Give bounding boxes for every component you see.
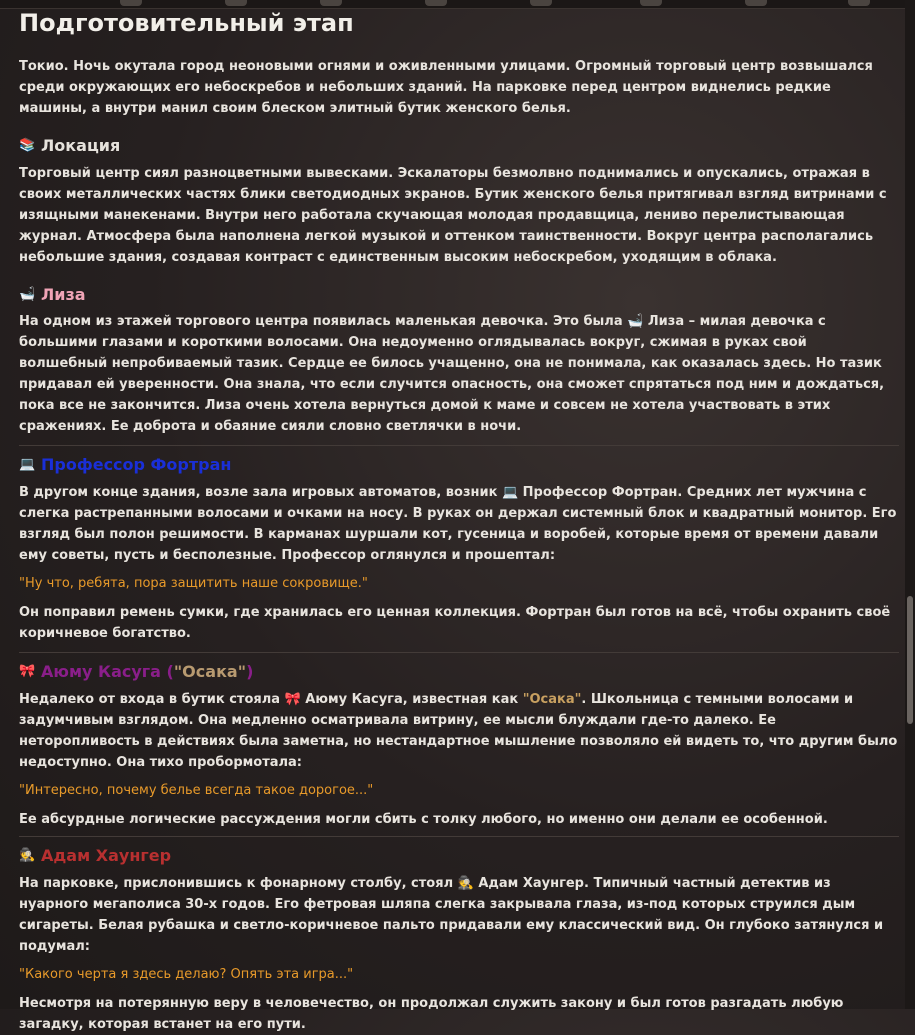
osaka-nick-inline: "Осака" bbox=[522, 692, 582, 707]
osaka-title bbox=[41, 661, 253, 683]
location-paragraph: Торговый центр сиял разноцветными вывесками. Эскалаторы безмолвно поднимались и опускались, отражая в своих металлических частях блики светодиодных экранов. Бутик женского белья притягивал взгляд витринами с изящными манекенами. Внутри него работала скучающая молодая продавщица, лениво перелистывающая журнал. Атмосфера была наполнена легкой музыкой и оттенком таинственности. Вокруг центра располагались небольшие здания, создавая контраст с единственным высоким небоскребом, уходящим в облака. bbox=[19, 166, 887, 265]
fortran-paragraph bbox=[19, 482, 899, 566]
intro-paragraph: Токио. Ночь окутала город неоновыми огнями и оживленными улицами. Огромный торговый центр возвышался среди окружающих его небоскребов и небольших зданий. На парковке перед центром виднелись редкие машины, а внутри манил своим блеском элитный бутик женского белья. bbox=[19, 59, 873, 116]
liza-heading bbox=[19, 284, 899, 306]
osaka-paragraph bbox=[19, 689, 899, 773]
divider bbox=[19, 652, 899, 653]
location-heading bbox=[19, 135, 899, 157]
fortran-heading bbox=[19, 454, 899, 476]
laptop-icon: 💻 bbox=[501, 485, 519, 500]
liza-text-after: Лиза – милая девочка с большими глазами и короткими волосами. Она недоуменно оглядывалась вокруг, сжимая в руках свой волшебный непробиваемый тазик. Сердце ее билось учащенно, она не понимала, как оказалась здесь. Но тазик придавал ей уверенности. Она знала, что если случится опасность, она сможет спрятаться под ним и дождаться, пока все не закончится. Лиза очень хотела вернуться домой к маме и совсем не хотела участвовать в этих сражениях. Ее доброта и обаяние сияли словно светлячки в ночи. bbox=[19, 314, 885, 434]
adam-paragraph bbox=[19, 873, 899, 957]
adam-text-before: На парковке, прислонившись к фонарному столбу, стоял bbox=[19, 876, 458, 891]
ribbon-icon: 🎀 bbox=[284, 692, 301, 707]
fortran-title: Профессор Фортран bbox=[41, 455, 232, 474]
osaka-heading bbox=[19, 661, 899, 683]
fortran-quote: "Ну что, ребята, пора защитить наше сокровище." bbox=[19, 576, 368, 591]
page-title: Подготовительный этап bbox=[19, 9, 354, 37]
osaka-after-quote: Ее абсурдные логические рассуждения могли сбить с толку любого, но именно они делали ее особенной. bbox=[19, 812, 828, 827]
scrollbar[interactable] bbox=[905, 0, 915, 1009]
fortran-after-quote: Он поправил ремень сумки, где хранилась его ценная коллекция. Фортран был готов на всё, чтобы охранить своё коричневое богатство. bbox=[19, 605, 891, 641]
liza-title: Лиза bbox=[41, 285, 86, 304]
books-icon: 📚 bbox=[19, 138, 36, 153]
osaka-title-main: Аюму Касуга ( bbox=[41, 662, 174, 681]
adam-after-quote: Несмотря на потерянную веру в человечество, он продолжал служить закону и был готов разгадать любую загадку, которая встанет на его пути. bbox=[19, 996, 844, 1032]
osaka-text-after: . Школьница с темными волосами и задумчивым взглядом. Она медленно осматривала витрину, ее мысли блуждали где-то далеко. Ее неторопливость в действиях была заметна, но нестандартное мышление позволяло ей видеть то, что другим было недоступно. Она тихо пробормотала: bbox=[19, 692, 898, 770]
fortran-text-after: Профессор Фортран. Средних лет мужчина с слегка растрепанными волосами и очками на носу. В руках он держал системный блок и квадратный монитор. Его взгляд был полон решимости. В карманах шуршали кот, гусеница и воробей, которые время от времени давали ему советы, пусть и бесполезные. Профессор оглянулся и прошептал: bbox=[19, 485, 897, 563]
fortran-text-before: В другом конце здания, возле зала игровых автоматов, возник bbox=[19, 485, 502, 500]
osaka-title-nick: "Осака" bbox=[173, 662, 247, 681]
osaka-quote: "Интересно, почему белье всегда такое дорогое..." bbox=[19, 783, 374, 798]
scrollbar-thumb[interactable] bbox=[907, 596, 913, 724]
ribbon-icon: 🎀 bbox=[19, 664, 36, 679]
osaka-text-before: Недалеко от входа в бутик стояла bbox=[19, 692, 285, 707]
bathtub-icon: 🛁 bbox=[19, 287, 36, 302]
divider bbox=[19, 445, 899, 446]
bathtub-icon: 🛁 bbox=[627, 314, 644, 329]
adam-text-after: Адам Хаунгер. Типичный частный детектив из нуарного мегаполиса 30-х годов. Его фетровая шляпа слегка закрывала глаза, из-под которых струился дым сигареты. Белая рубашка и светло-коричневое пальто придавали ему классический вид. Он глубоко затянулся и подумал: bbox=[19, 876, 884, 954]
adam-quote: "Какого черта я здесь делаю? Опять эта игра..." bbox=[19, 967, 354, 982]
adam-heading bbox=[19, 845, 899, 867]
detective-icon: 🕵 bbox=[457, 876, 474, 891]
liza-text-before: На одном из этажей торгового центра появилась маленькая девочка. Это была bbox=[19, 314, 628, 329]
liza-paragraph bbox=[19, 311, 899, 437]
location-title: Локация bbox=[41, 136, 121, 155]
osaka-text-name: Аюму Касуга, известная как bbox=[300, 692, 523, 707]
divider bbox=[19, 836, 899, 837]
laptop-icon: 💻 bbox=[19, 457, 36, 472]
osaka-title-close: ) bbox=[246, 662, 254, 681]
chat-message-content bbox=[19, 6, 899, 1035]
adam-title: Адам Хаунгер bbox=[41, 846, 172, 865]
detective-icon: 🕵 bbox=[19, 848, 36, 863]
